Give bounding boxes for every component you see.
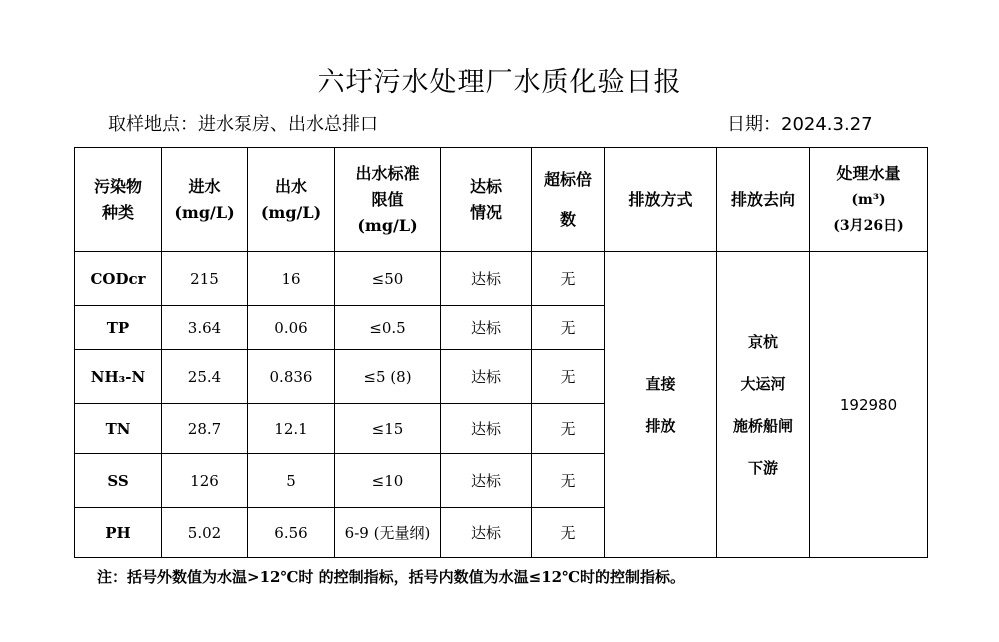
standard-cell: ≤50 [335,252,441,306]
header-discharge-dest: 排放去向 [717,148,810,252]
outflow-cell: 0.836 [248,350,335,404]
inflow-cell: 215 [162,252,248,306]
standard-cell: ≤5 (8) [335,350,441,404]
header-outflow: 出水 (mg/L) [248,148,335,252]
header-status: 达标 情况 [441,148,532,252]
page-title: 六圩污水处理厂水质化验日报 [317,67,682,98]
pollutant-cell: TN [75,404,162,454]
pollutant-cell: SS [75,454,162,508]
header-exceed: 超标倍 数 [532,148,605,252]
inflow-cell: 5.02 [162,508,248,558]
standard-cell: ≤0.5 [335,306,441,350]
inflow-cell: 126 [162,454,248,508]
pollutant-cell: CODcr [75,252,162,306]
inflow-cell: 28.7 [162,404,248,454]
status-cell: 达标 [441,404,532,454]
exceed-cell: 无 [532,306,605,350]
header-standard: 出水标准 限值 (mg/L) [335,148,441,252]
treated-volume-cell: 192980 [810,252,928,558]
discharge-method-cell: 直接 排放 [605,252,717,558]
outflow-cell: 16 [248,252,335,306]
status-cell: 达标 [441,454,532,508]
footnote: 注：括号外数值为水温>12℃时 的控制指标，括号内数值为水温≤12℃时的控制指标。 [97,568,686,586]
standard-cell: 6-9 (无量纲) [335,508,441,558]
exceed-cell: 无 [532,350,605,404]
outflow-cell: 12.1 [248,404,335,454]
exceed-cell: 无 [532,454,605,508]
exceed-cell: 无 [532,404,605,454]
outflow-cell: 0.06 [248,306,335,350]
header-volume: 处理水量 (m³) (3月26日) [810,148,928,252]
status-cell: 达标 [441,508,532,558]
inflow-cell: 25.4 [162,350,248,404]
header-inflow: 进水 (mg/L) [162,148,248,252]
outflow-cell: 6.56 [248,508,335,558]
report-date: 日期：2024.3.27 [727,114,873,135]
status-cell: 达标 [441,350,532,404]
status-cell: 达标 [441,306,532,350]
inflow-cell: 3.64 [162,306,248,350]
exceed-cell: 无 [532,508,605,558]
header-pollutant: 污染物 种类 [75,148,162,252]
header-discharge-method: 排放方式 [605,148,717,252]
standard-cell: ≤10 [335,454,441,508]
outflow-cell: 5 [248,454,335,508]
exceed-cell: 无 [532,252,605,306]
status-cell: 达标 [441,252,532,306]
pollutant-cell: TP [75,306,162,350]
table-row [75,252,928,306]
pollutant-cell: PH [75,508,162,558]
table-header-row [75,148,928,252]
pollutant-cell: NH₃-N [75,350,162,404]
sampling-location: 取样地点：进水泵房、出水总排口 [108,114,378,135]
water-quality-table [74,147,928,558]
standard-cell: ≤15 [335,404,441,454]
discharge-dest-cell: 京杭 大运河 施桥船闸 下游 [717,252,810,558]
